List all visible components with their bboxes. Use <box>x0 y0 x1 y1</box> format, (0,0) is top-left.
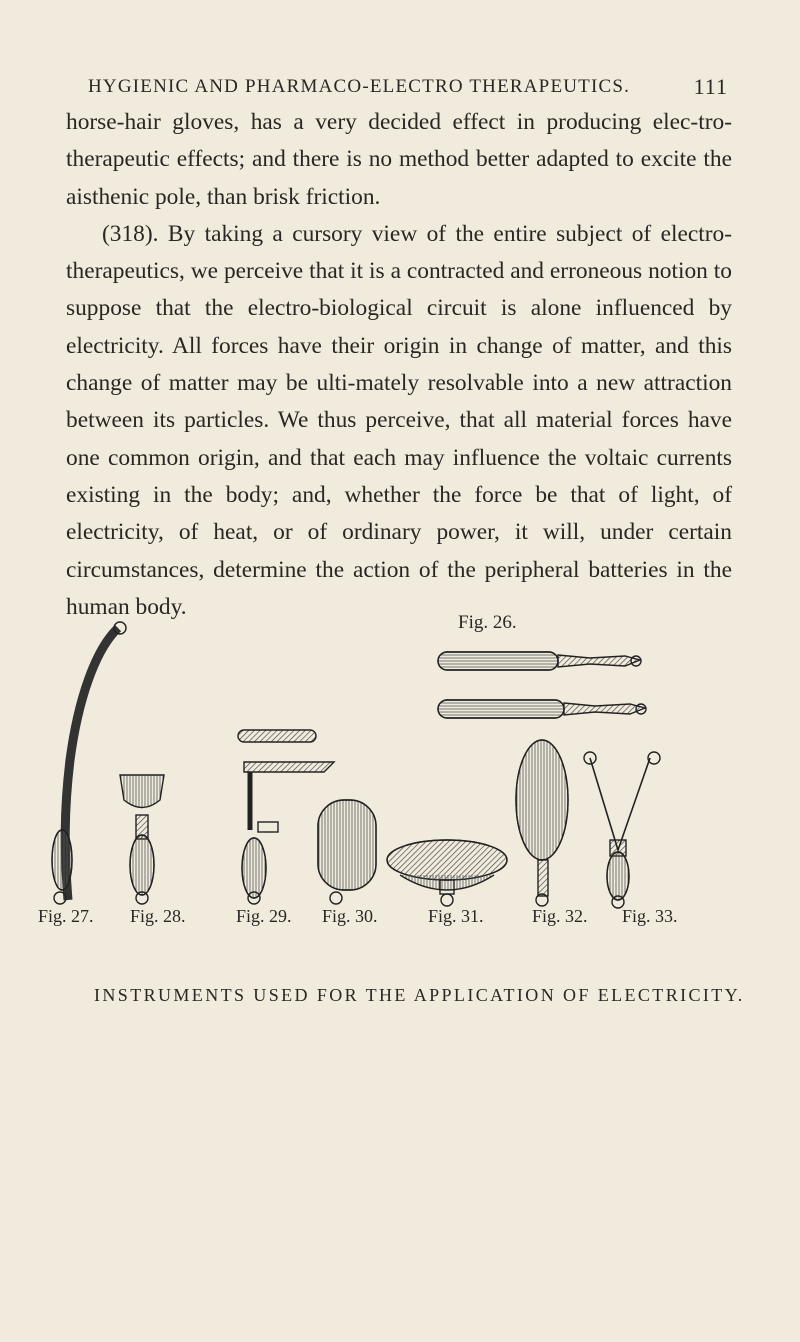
fig-29-label: Fig. 29. <box>236 906 292 926</box>
fig-27-label: Fig. 27. <box>38 906 94 926</box>
fig-27-instrument <box>52 622 126 904</box>
fig-26-label: Fig. 26. <box>458 612 517 633</box>
fig-26-electrodes <box>438 652 646 718</box>
fig-32-instrument <box>516 740 568 906</box>
paragraph-2: (318). By taking a cursory view of the entire subject of electro-therapeutics, we perceive that it is a contracted and erroneous notion to suppose that the electro-biological circuit is alone influenced by electricity. All forces have their origin in change of matter, and this change of matter may be ulti-mately resolvable into a new attraction between its particles. We thus perceive, that all material forces have one common origin, and that each may influence the voltaic currents existing in the body; and, whether the force be that of light, of electricity, of heat, or of ordinary power, it will, under certain circumstances, determine the action of the peripheral batteries in the human body. <box>66 220 732 620</box>
fig-30-label: Fig. 30. <box>322 906 378 926</box>
fig-33-label: Fig. 33. <box>622 906 678 926</box>
fig-32-label: Fig. 32. <box>532 906 588 926</box>
fig-28-instrument <box>120 775 164 904</box>
fig-31-label: Fig. 31. <box>428 906 484 926</box>
fig-31-instrument <box>387 840 507 906</box>
paragraph-1: horse-hair gloves, has a very decided effect in producing elec-tro-therapeutic effects; and there is no method better adapted to excite the aisthenic pole, than brisk friction. <box>66 109 732 210</box>
fig-30-instrument <box>318 800 376 904</box>
fig-33-instrument <box>584 752 660 908</box>
page-number: 111 <box>693 74 728 99</box>
figure-caption: INSTRUMENTS USED FOR THE APPLICATION OF ELECTRICITY. <box>94 985 745 1005</box>
fig-28-label: Fig. 28. <box>130 906 186 926</box>
running-title: HYGIENIC AND PHARMACO-ELECTRO THERAPEUTICS. <box>88 76 631 97</box>
